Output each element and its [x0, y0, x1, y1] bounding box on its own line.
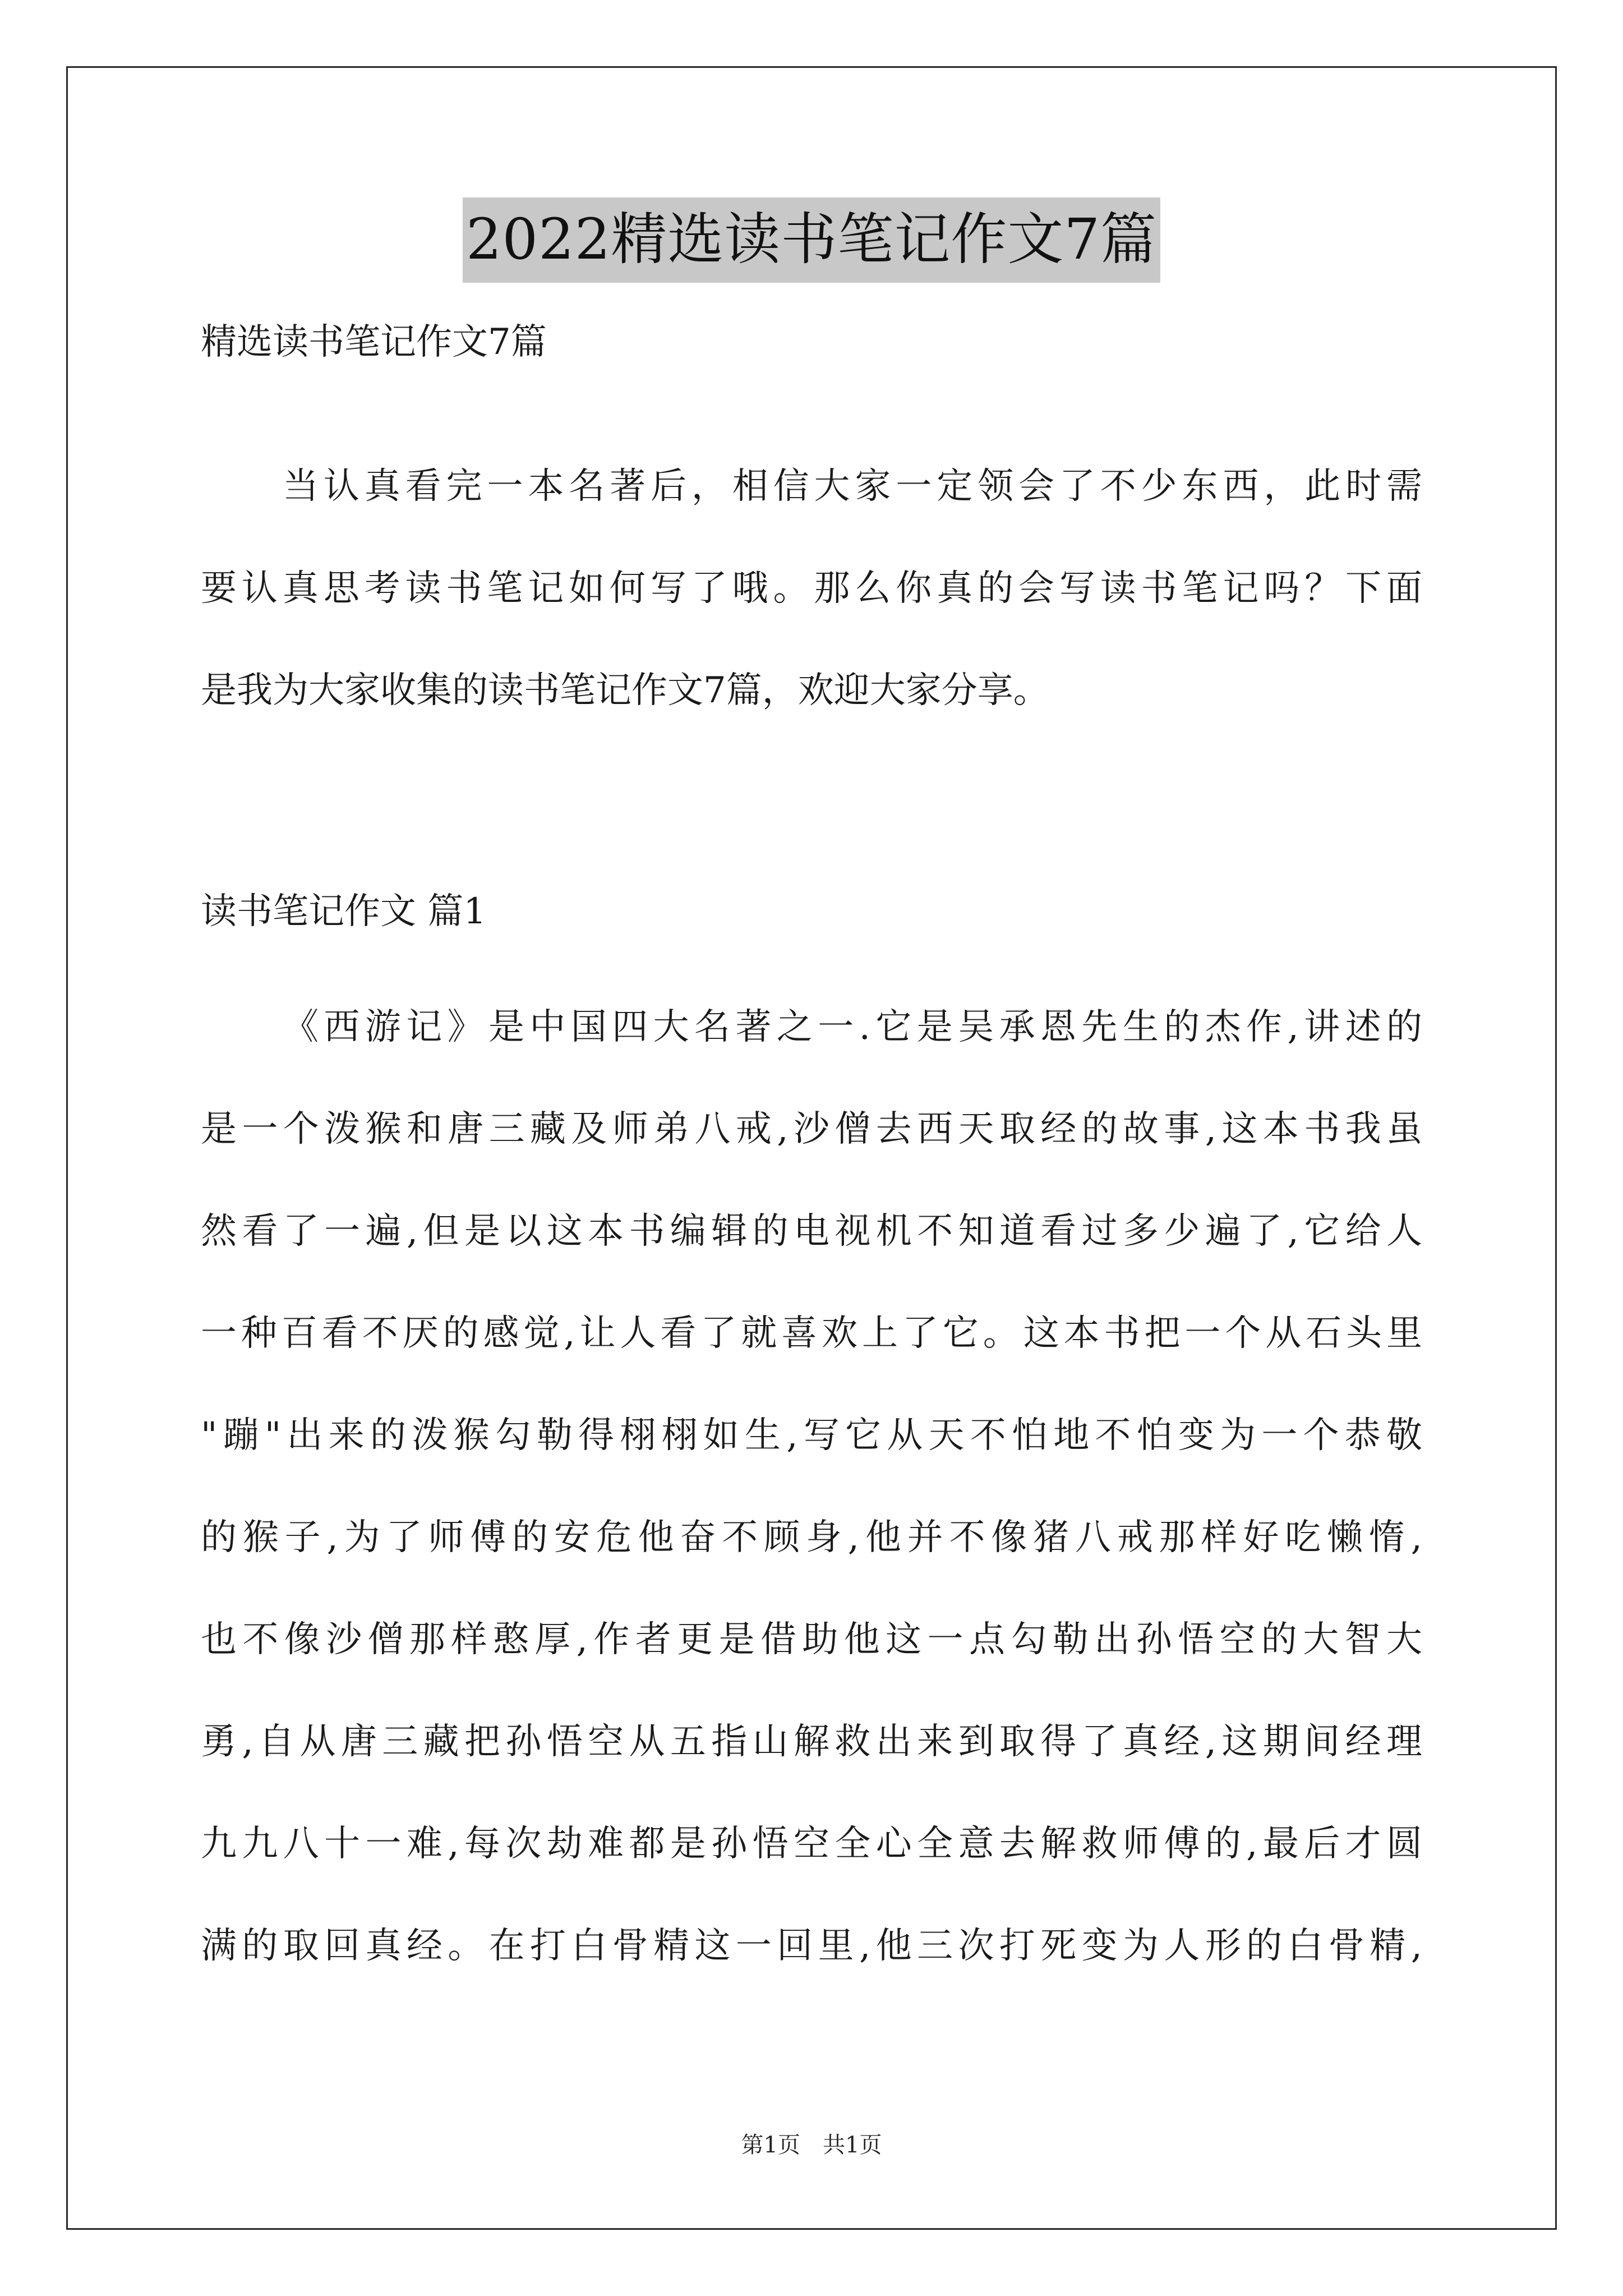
document-subtitle: 精选读书笔记作文7篇 — [201, 321, 547, 363]
body-line: 《西游记》是中国四大名著之一.它是吴承恩先生的杰作,讲述的 — [283, 1006, 1422, 1048]
body-line: 是一个泼猴和唐三藏及师弟八戒,沙僧去西天取经的故事,这本书我虽 — [201, 1108, 1422, 1150]
body-line: 一种百看不厌的感觉,让人看了就喜欢上了它。这本书把一个从石头里 — [201, 1313, 1422, 1354]
page-footer: 第1页 共1页 — [741, 2132, 882, 2158]
title-wrap — [0, 197, 1623, 283]
intro-line: 当认真看完一本名著后，相信大家一定领会了不少东西，此时需 — [283, 466, 1422, 507]
body-line: "蹦"出来的泼猴勾勒得栩栩如生,写它从天不怕地不怕变为一个恭敬 — [201, 1415, 1422, 1456]
body-line: 然看了一遍,但是以这本书编辑的电视机不知道看过多少遍了,它给人 — [201, 1211, 1422, 1252]
body-line: 勇,自从唐三藏把孙悟空从五指山解救出来到取得了真经,这期间经理 — [201, 1721, 1422, 1763]
intro-line: 是我为大家收集的读书笔记作文7篇，欢迎大家分享。 — [201, 670, 1049, 711]
body-line: 满的取回真经。在打白骨精这一回里,他三次打死变为人形的白骨精, — [201, 1925, 1422, 1967]
body-line: 九九八十一难,每次劫难都是孙悟空全心全意去解救师傅的,最后才圆 — [201, 1823, 1422, 1865]
body-line: 的猴子,为了师傅的安危他奋不顾身,他并不像猪八戒那样好吃懒惰, — [201, 1517, 1422, 1558]
document-title: 2022精选读书笔记作文7篇 — [463, 197, 1160, 283]
intro-line: 要认真思考读书笔记如何写了哦。那么你真的会写读书笔记吗？下面 — [201, 568, 1422, 609]
section-heading: 读书笔记作文 篇1 — [201, 891, 487, 932]
body-line: 也不像沙僧那样憨厚,作者更是借助他这一点勾勒出孙悟空的大智大 — [201, 1619, 1422, 1660]
